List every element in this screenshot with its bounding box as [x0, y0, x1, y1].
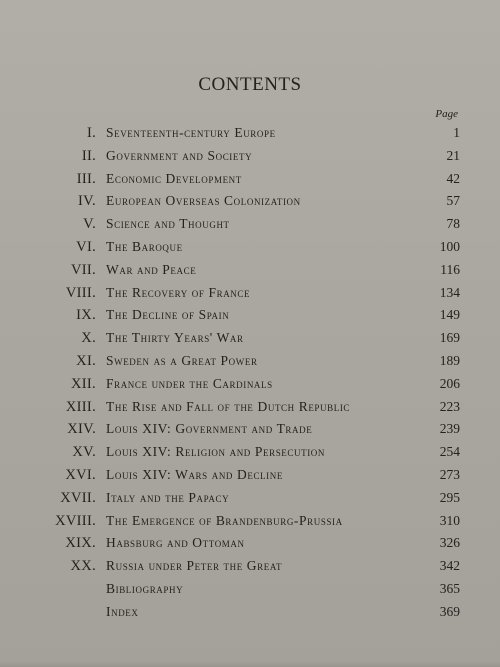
chapter-number: XI.	[76, 352, 96, 369]
page-number: 273	[439, 466, 460, 482]
page-number: 149	[439, 307, 460, 323]
chapter-number: I.	[86, 125, 96, 141]
toc-entry-10	[0, 327, 500, 350]
chapter-title: Sweden as a Great Power	[106, 352, 258, 368]
toc-entry-8	[0, 282, 500, 305]
page-number: 57	[446, 193, 460, 209]
page-number: 239	[439, 421, 460, 437]
page-number: 42	[446, 170, 460, 186]
chapter-number: X.	[81, 330, 96, 347]
chapter-number: XX.	[70, 558, 96, 575]
chapter-number: XV.	[72, 444, 96, 461]
page-number: 369	[439, 603, 460, 619]
toc-entry-index	[0, 601, 500, 624]
page-number: 134	[439, 284, 460, 300]
page-number: 326	[439, 535, 460, 551]
chapter-title: Russia under Peter the Great	[106, 558, 283, 574]
toc-entry-7	[0, 259, 500, 282]
chapter-title: Louis XIV: Government and Trade	[106, 421, 313, 437]
chapter-title: Index	[106, 603, 139, 619]
chapter-title: Seventeenth-century Europe	[106, 125, 276, 140]
toc-entry-3	[0, 168, 500, 191]
contents-heading: CONTENTS	[198, 74, 302, 95]
chapter-number: XIII.	[65, 398, 96, 415]
page-number: 78	[446, 216, 460, 232]
chapter-title: The Emergence of Brandenburg-Prussia	[106, 512, 343, 528]
toc-entry-18	[0, 510, 500, 533]
page-number: 100	[439, 238, 460, 254]
chapter-title: The Decline of Spain	[106, 307, 230, 323]
chapter-title: The Rise and Fall of the Dutch Republic	[106, 398, 351, 414]
chapter-number: VI.	[76, 238, 96, 255]
page-number: 206	[439, 375, 460, 391]
toc-entry-2	[0, 145, 500, 168]
chapter-title: Economic Development	[106, 170, 242, 186]
chapter-number: XIV.	[67, 421, 96, 438]
page-number: 342	[439, 558, 460, 574]
chapter-title: Italy and the Papacy	[106, 489, 230, 505]
toc-entry-bibliography	[0, 578, 500, 601]
toc-entry-11	[0, 350, 500, 373]
toc-entry-16	[0, 464, 500, 487]
toc-entry-20	[0, 555, 500, 578]
chapter-title: Bibliography	[106, 580, 184, 596]
page-number: 116	[440, 261, 460, 277]
chapter-number: XVI.	[65, 466, 96, 483]
chapter-number: VIII.	[65, 284, 96, 301]
toc-entry-12	[0, 373, 500, 396]
chapter-title: Government and Society	[106, 147, 253, 163]
chapter-number: III.	[76, 170, 96, 187]
chapter-title: War and Peace	[106, 261, 197, 277]
page-column-label: Page	[435, 108, 458, 120]
page-number: 295	[439, 489, 460, 505]
page-number: 21	[446, 147, 460, 163]
chapter-title: The Baroque	[106, 238, 183, 254]
page-number: 189	[439, 352, 460, 368]
table-of-contents	[0, 122, 500, 624]
toc-entry-5	[0, 213, 500, 236]
chapter-title: Habsburg and Ottoman	[106, 535, 245, 551]
page-number: 223	[439, 398, 460, 414]
chapter-number: IV.	[78, 193, 96, 210]
chapter-number: XVII.	[60, 489, 96, 506]
page-number: 169	[439, 330, 460, 346]
toc-entry-15	[0, 441, 500, 464]
chapter-title: European Overseas Colonization	[106, 193, 301, 209]
page-number: 365	[439, 580, 460, 596]
toc-entry-1	[0, 122, 500, 145]
chapter-title: The Thirty Years' War	[106, 330, 244, 346]
chapter-title: Louis XIV: Wars and Decline	[106, 466, 283, 482]
toc-entry-6	[0, 236, 500, 259]
toc-entry-17	[0, 487, 500, 510]
page-number: 254	[439, 444, 460, 460]
chapter-number: XVIII.	[55, 512, 96, 529]
chapter-number: XII.	[71, 375, 96, 392]
page-number: 310	[439, 512, 460, 528]
chapter-number: XIX.	[65, 535, 96, 552]
toc-entry-13	[0, 396, 500, 419]
chapter-title: The Recovery of France	[106, 284, 251, 300]
chapter-number: IX.	[76, 307, 96, 324]
chapter-number: II.	[81, 147, 96, 164]
chapter-title: Louis XIV: Religion and Persecution	[106, 444, 325, 460]
chapter-number: V.	[83, 216, 96, 233]
page-shadow	[0, 661, 500, 667]
toc-entry-14	[0, 418, 500, 441]
chapter-title: France under the Cardinals	[106, 375, 273, 391]
toc-entry-19	[0, 532, 500, 555]
chapter-number: VII.	[71, 261, 96, 278]
toc-entry-4	[0, 190, 500, 213]
page-number: 1	[453, 125, 460, 140]
toc-entry-9	[0, 304, 500, 327]
chapter-title: Science and Thought	[106, 216, 230, 232]
